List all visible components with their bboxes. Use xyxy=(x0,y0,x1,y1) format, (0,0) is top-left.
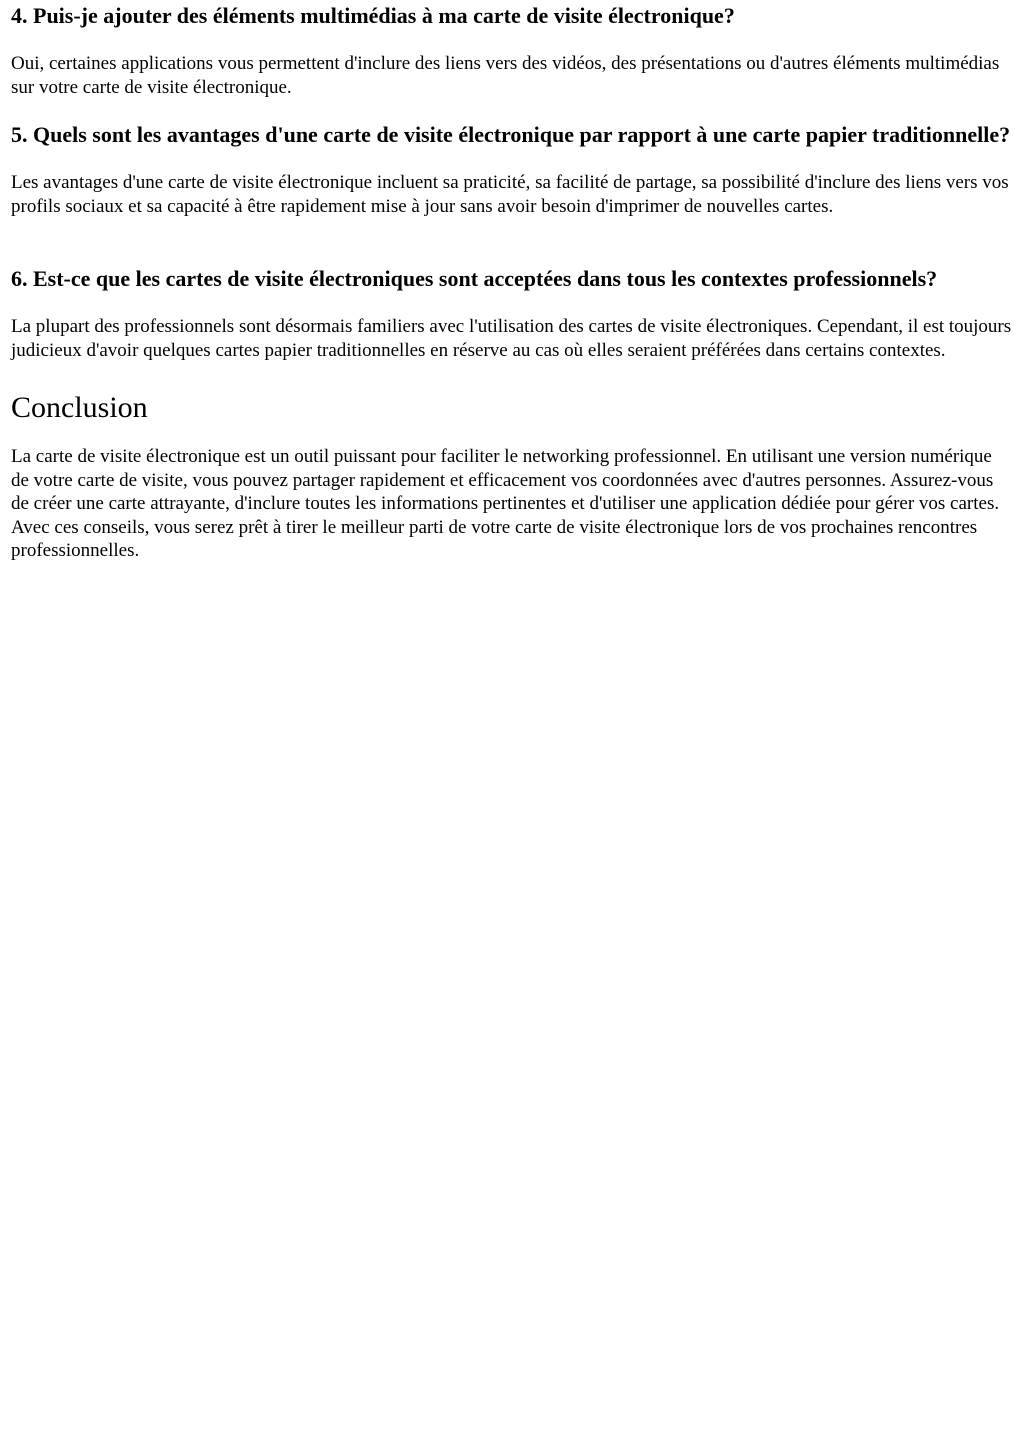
faq-answer: La plupart des professionnels sont désormais familiers avec l'utilisation des cartes de visite électroniques. Cependant, il est toujours judicieux d'avoir quelques cartes papier traditionnelles en réserve au cas où elles seraient préférées dans certains contextes. xyxy=(11,316,1012,361)
document-page xyxy=(0,2,1024,563)
faq-answer: Oui, certaines applications vous permettent d'inclure des liens vers des vidéos, des présentations ou d'autres éléments multimédias sur votre carte de visite électronique. xyxy=(11,53,1000,98)
faq-question: 5. Quels sont les avantages d'une carte de visite électronique par rapport à une carte papier traditionnelle? xyxy=(11,122,1011,147)
faq-answer: Les avantages d'une carte de visite électronique incluent sa praticité, sa facilité de partage, sa possibilité d'inclure des liens vers vos profils sociaux et sa capacité à être rapidement mise à jour sans avoir besoin d'imprimer de nouvelles cartes. xyxy=(11,172,1009,217)
conclusion-section xyxy=(11,391,1013,563)
faq-item-6 xyxy=(11,265,1013,362)
conclusion-text: La carte de visite électronique est un outil puissant pour faciliter le networking professionnel. En utilisant une version numérique de votre carte de visite, vous pouvez partager rapidement et efficacement vos coordonnées avec d'autres personnes. Assurez-vous de créer une carte attrayante, d'inclure toutes les informations pertinentes et d'utiliser une application dédiée pour gérer vos cartes. Avec ces conseils, vous serez prêt à tirer le meilleur parti de votre carte de visite électronique lors de vos prochaines rencontres professionnelles. xyxy=(11,446,1000,561)
faq-question: 4. Puis-je ajouter des éléments multimédias à ma carte de visite électronique? xyxy=(11,3,735,28)
faq-question: 6. Est-ce que les cartes de visite électroniques sont acceptées dans tous les contextes professionnels? xyxy=(11,266,938,291)
conclusion-heading: Conclusion xyxy=(11,391,148,424)
faq-item-4 xyxy=(11,2,1013,99)
faq-item-5 xyxy=(11,121,1013,218)
